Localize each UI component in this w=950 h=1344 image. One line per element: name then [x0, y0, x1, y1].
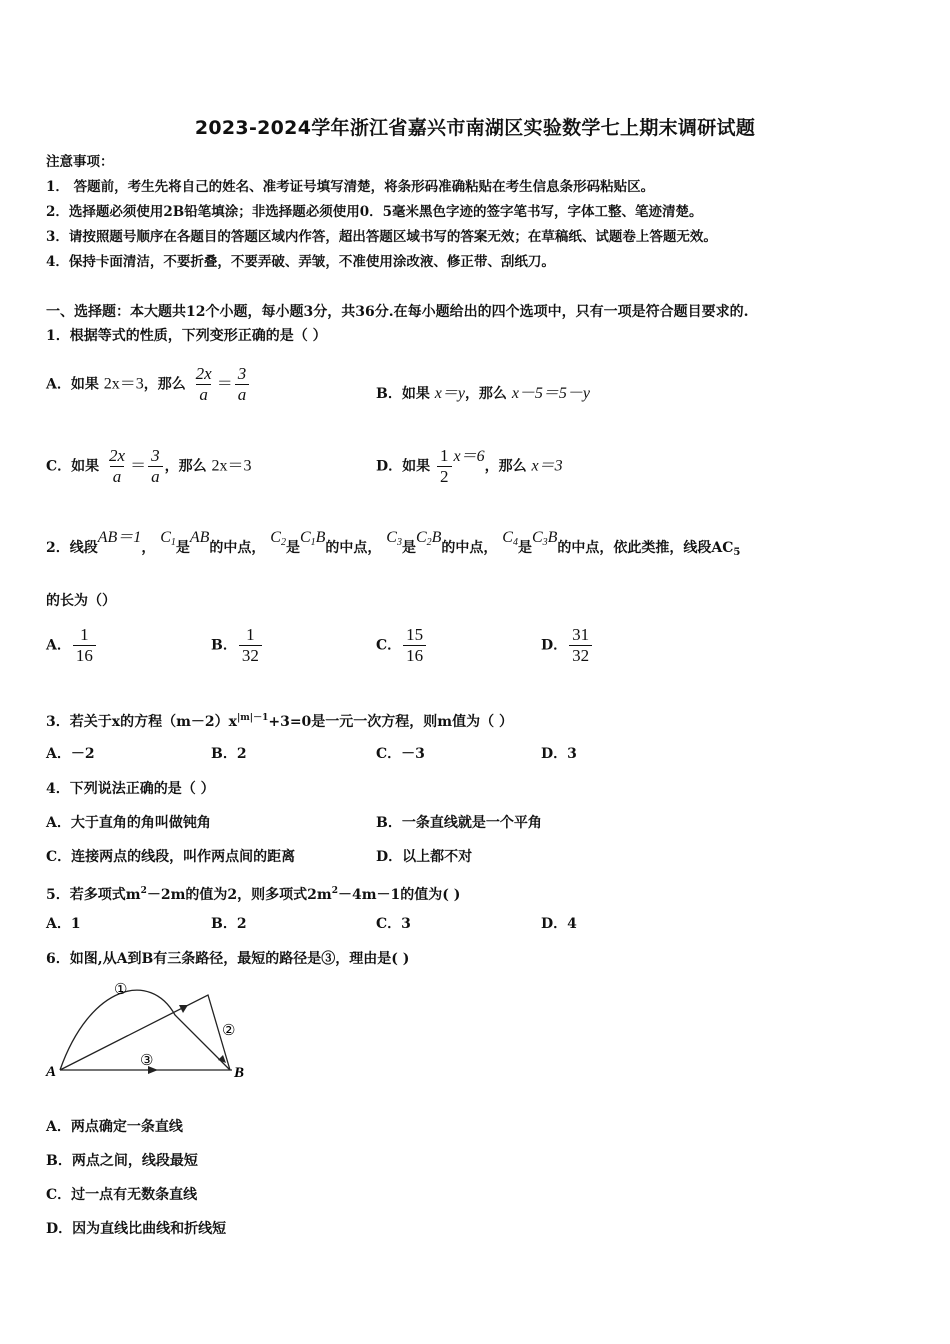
subscript: 2: [426, 537, 432, 548]
text: ，那么: [464, 386, 507, 402]
fraction-numerator: 2x: [109, 446, 126, 465]
text: －4m－1的值为( ): [337, 887, 461, 903]
q1-option-a: [46, 364, 251, 405]
notice-item: 1． 答题前，考生先将自己的姓名、准考证号填写清楚，将条形码准确粘贴在考生信息条形码粘贴区。: [46, 179, 655, 195]
text: ，那么: [164, 458, 207, 475]
fraction-denominator: 32: [239, 645, 262, 666]
subscript: 3: [542, 537, 548, 548]
point-name: C: [386, 529, 397, 546]
q4-option-d: D．以上都不对: [376, 849, 473, 865]
math-point: [386, 529, 402, 546]
math-point: [270, 529, 286, 546]
option-label: C．如果: [46, 458, 100, 475]
superscript: |m|－1: [237, 713, 269, 723]
fraction-denominator: 16: [73, 645, 96, 666]
math-expression: 2x＝3: [211, 457, 252, 475]
text: 是: [517, 540, 532, 556]
q3-stem: [46, 708, 513, 732]
subscript: 2: [280, 537, 286, 548]
fraction-denominator: 2: [437, 466, 452, 487]
q5-stem: [46, 881, 460, 905]
fraction: [239, 625, 262, 666]
text: 2．线段: [46, 540, 98, 556]
q5-option-b: B．2: [211, 916, 247, 932]
math-segment: [532, 529, 557, 546]
point-name: C: [270, 529, 281, 546]
q5-option-d: D．4: [541, 916, 577, 932]
fraction-numerator: 3: [237, 364, 247, 383]
text: 是: [401, 540, 416, 556]
point-name: C: [415, 529, 427, 546]
math-expression: x＝6: [453, 447, 485, 465]
fraction: [106, 446, 128, 487]
q3-option-d: D．3: [541, 746, 577, 762]
option-label: D．如果: [376, 458, 431, 475]
q2-stem-line2: 的长为（）: [46, 593, 116, 609]
fraction-denominator: 32: [569, 645, 592, 666]
option-label: A．: [46, 637, 71, 654]
math-expression: AB＝1: [97, 529, 142, 546]
q3-option-a: A．－2: [46, 746, 95, 762]
point-name: B: [431, 529, 442, 546]
fraction: [193, 364, 215, 405]
q5-option-a: A．1: [46, 916, 81, 932]
fraction-denominator: a: [110, 466, 125, 487]
point-name: C: [299, 529, 311, 546]
math-segment: [416, 529, 441, 546]
notice-item: 3．请按照题号顺序在各题目的答题区域内作答，超出答题区域书写的答案无效；在草稿纸、试题卷上答题无效。: [46, 229, 717, 245]
fraction-denominator: a: [196, 384, 211, 405]
text: 3．若关于x的方程（m－2）x: [46, 714, 237, 730]
subscript: 4: [512, 537, 518, 548]
q2-option-b: [211, 625, 264, 666]
fraction: [437, 446, 452, 487]
text: +3=0是一元一次方程，则m值为（ ）: [268, 714, 513, 730]
path-2-label: ②: [222, 1023, 236, 1039]
fraction-numerator: 1: [246, 625, 255, 644]
path-diagram: [40, 975, 260, 1085]
text: ，: [141, 540, 156, 556]
option-label: D．: [541, 637, 568, 654]
q2-option-a: [46, 625, 98, 666]
fraction-denominator: a: [235, 384, 250, 405]
fraction-denominator: a: [148, 466, 163, 487]
q2-option-d: [541, 625, 594, 666]
notice-heading: 注意事项：: [46, 154, 114, 170]
fraction-numerator: 1: [440, 446, 449, 465]
page-title: 2023-2024学年浙江省嘉兴市南湖区实验数学七上期末调研试题: [194, 117, 756, 139]
math-expression: 2x＝3: [103, 375, 144, 393]
point-a-label: A: [46, 1064, 57, 1080]
subscript: 1: [310, 537, 316, 548]
point-b-label: B: [234, 1065, 245, 1081]
text: 的中点，: [209, 540, 266, 556]
text: 的中点，: [441, 540, 498, 556]
q1-option-d: [376, 446, 563, 487]
text: 是: [175, 540, 190, 556]
q1-option-b: [376, 384, 590, 404]
q3-option-c: C．－3: [376, 746, 425, 762]
text: 的中点，依此类推，线段AC: [557, 540, 734, 556]
math-segment: AB: [189, 529, 210, 546]
option-label: B．如果: [376, 386, 430, 402]
math-point: [160, 529, 176, 546]
q6-option-c: C．过一点有无数条直线: [46, 1187, 198, 1203]
point-name: C: [531, 529, 543, 546]
q4-option-c: C．连接两点的线段，叫作两点间的距离: [46, 849, 296, 865]
text: －2m的值为2，则多项式2m: [146, 887, 332, 903]
text: 是: [285, 540, 300, 556]
q6-option-b: B．两点之间，线段最短: [46, 1153, 198, 1169]
math-expression: x－5＝5－y: [511, 385, 591, 402]
fraction-numerator: 3: [151, 446, 160, 465]
fraction: [148, 446, 163, 487]
subscript: 1: [170, 537, 176, 548]
fraction-numerator: 2x: [195, 364, 212, 383]
point-name: C: [502, 529, 513, 546]
superscript: 2: [140, 886, 147, 896]
option-label: B．: [211, 637, 237, 654]
math-segment: [300, 529, 325, 546]
fraction: [235, 364, 250, 405]
option-label: A．如果: [46, 376, 99, 393]
subscript: 5: [733, 547, 741, 558]
text: 5．若多项式m: [46, 887, 141, 903]
math-point: [502, 529, 518, 546]
path-1-label: ①: [114, 982, 128, 998]
q2-stem: [46, 529, 741, 563]
q3-option-b: B．2: [211, 746, 247, 762]
math-expression: ＝: [130, 457, 147, 475]
fraction-denominator: 16: [403, 645, 426, 666]
fraction-numerator: 31: [572, 625, 590, 644]
q4-stem: 4．下列说法正确的是（ ）: [46, 781, 215, 797]
q4-option-b: B．一条直线就是一个平角: [376, 815, 542, 831]
q6-stem: 6．如图,从A到B有三条路径，最短的路径是③，理由是( ): [46, 951, 410, 967]
text: ，那么: [484, 458, 527, 475]
notice-item: 2．选择题必须使用2B铅笔填涂；非选择题必须使用0．5毫米黑色字迹的签字笔书写，字体工整、笔迹清楚。: [46, 204, 703, 220]
fraction-numerator: 1: [80, 625, 89, 644]
point-name: B: [315, 529, 326, 546]
path-3-label: ③: [140, 1053, 154, 1069]
q4-option-a: A．大于直角的角叫做钝角: [46, 815, 211, 831]
q2-option-c: [376, 625, 428, 666]
q5-option-c: C．3: [376, 916, 411, 932]
superscript: 2: [331, 886, 338, 896]
math-expression: x＝y: [434, 385, 465, 402]
q6-option-d: D．因为直线比曲线和折线短: [46, 1221, 227, 1237]
math-expression: ＝: [216, 375, 233, 393]
option-label: C．: [376, 637, 402, 654]
notice-item: 4．保持卡面清洁，不要折叠，不要弄破、弄皱，不准使用涂改液、修正带、刮纸刀。: [46, 254, 555, 270]
subscript: 3: [396, 537, 402, 548]
point-name: C: [160, 529, 171, 546]
fraction-numerator: 15: [406, 625, 424, 644]
fraction: [403, 625, 426, 666]
fraction: [73, 625, 96, 666]
math-expression: x＝3: [531, 457, 563, 475]
q1-option-c: [46, 446, 251, 487]
fraction: [569, 625, 592, 666]
q1-stem: 1．根据等式的性质，下列变形正确的是（ ）: [46, 328, 327, 344]
text: 的中点，: [325, 540, 382, 556]
text: ，那么: [143, 376, 186, 393]
q6-option-a: A．两点确定一条直线: [46, 1119, 183, 1135]
section-heading: 一、选择题：本大题共12个小题，每小题3分，共36分.在每小题给出的四个选项中，只有一项是符合题目要求的.: [46, 304, 749, 320]
point-name: B: [547, 529, 558, 546]
